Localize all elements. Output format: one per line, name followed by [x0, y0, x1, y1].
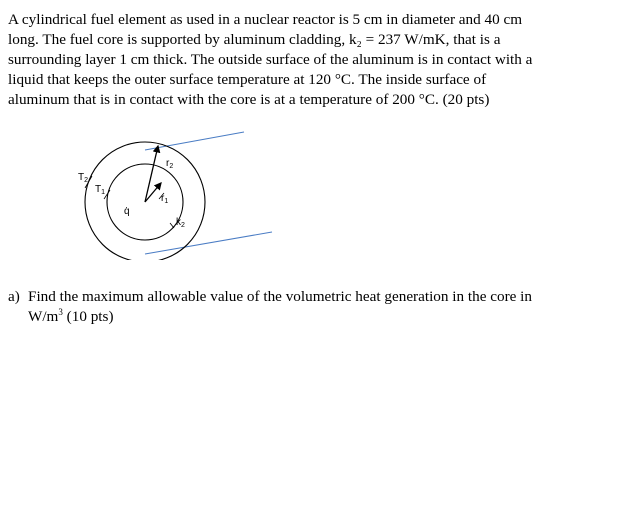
- problem-statement: [8, 10, 608, 110]
- t1-label: $T_1$: [95, 184, 106, 196]
- t2-label: $T_2$: [78, 172, 89, 184]
- part-a-marker: a): [8, 288, 20, 305]
- cylinder-top-edge: [145, 132, 244, 150]
- problem-line-1: A cylindrical fuel element as used in a nuclear reactor is 5 cm in diameter and 40 cm: [8, 11, 523, 28]
- problem-line-3: surrounding layer 1 cm thick. The outside surface of the aluminum is in contact with a: [8, 51, 533, 68]
- r1-label: $r_1$: [161, 193, 169, 205]
- problem-line-4: liquid that keeps the outer surface temperature at 120 °C. The inside surface of: [8, 71, 487, 88]
- fuel-element-diagram: [70, 128, 280, 260]
- part-a-line-1: Find the maximum allowable value of the volumetric heat generation in the core in: [28, 288, 532, 305]
- part-a-unit: W/m: [28, 308, 59, 325]
- k2-leader: [170, 223, 174, 228]
- r2-label: $r_2$: [166, 158, 174, 170]
- part-a-unit-exponent: 3: [58, 306, 63, 317]
- part-a-points: (10 pts): [62, 308, 114, 325]
- problem-line-5: aluminum that is in contact with the core is at a temperature of 200 °C. (20 pts): [8, 91, 490, 108]
- part-a-line-2: [28, 307, 608, 327]
- diagram-svg: [70, 128, 280, 260]
- problem-line-2: long. The fuel core is supported by aluminum cladding, k₂ = 237 W/mK, that is a: [8, 31, 501, 48]
- k2-label: $k_2$: [176, 217, 185, 229]
- question-part-a: [8, 287, 608, 327]
- heat-generation-label: q̇: [124, 206, 130, 217]
